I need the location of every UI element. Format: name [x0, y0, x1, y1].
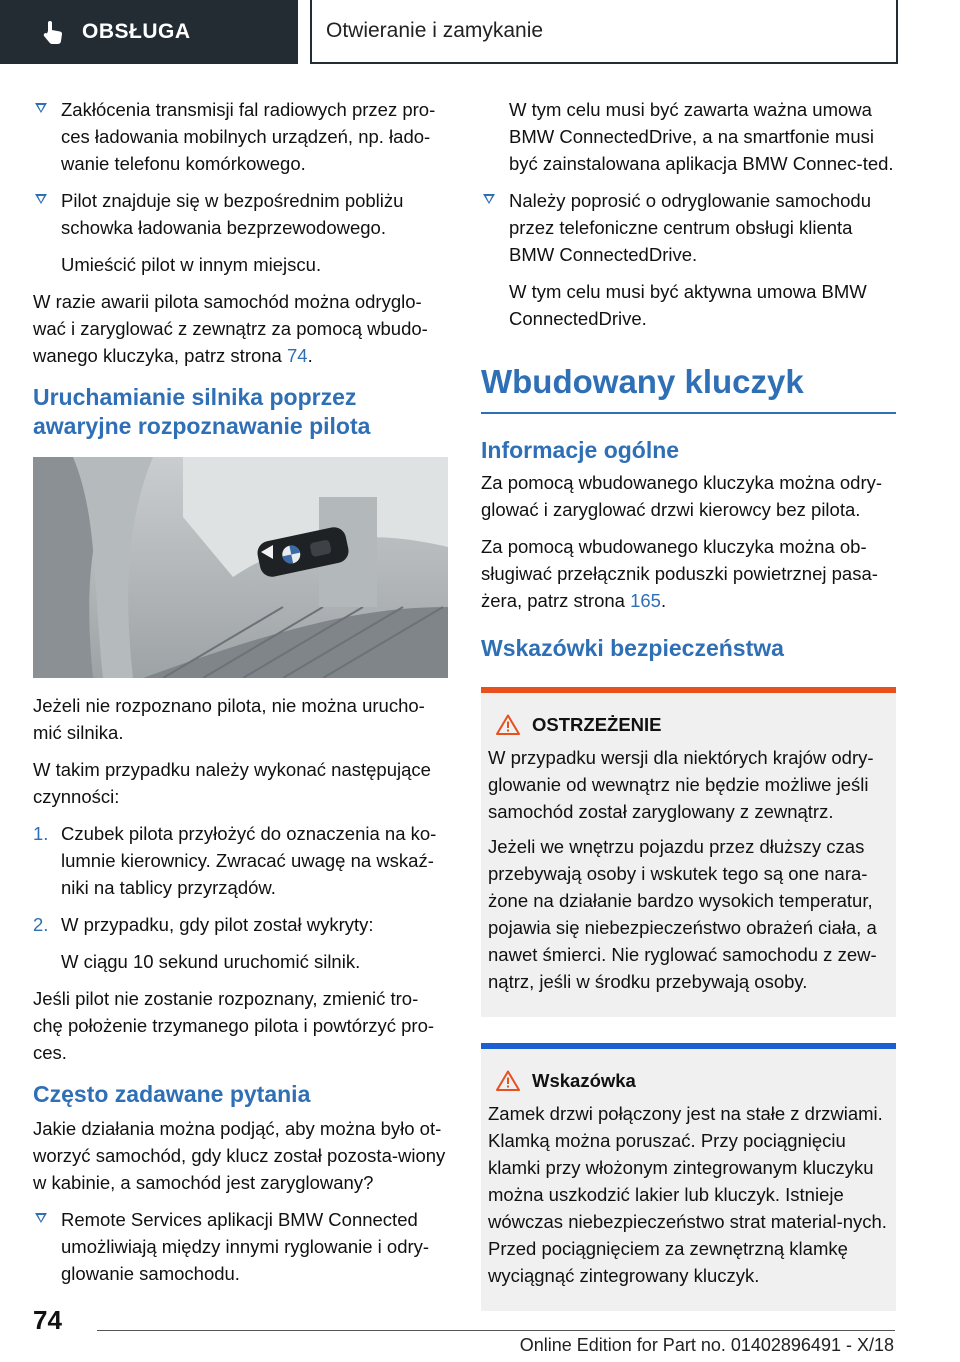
list-item: Remote Services aplikacji BMW Connected umożliwiają między innymi ryglowanie i odry-glowanie samochodu.: [33, 1206, 448, 1287]
step-number: 2.: [33, 914, 49, 935]
section-heading: Często zadawane pytania: [33, 1081, 311, 1107]
left-column: [33, 96, 448, 1297]
section-heading: Wskazówki bezpieczeństwa: [481, 635, 784, 661]
note-title: Wskazówka: [488, 1067, 889, 1094]
hand-pointer-icon: [40, 19, 66, 45]
paragraph: Jeśli pilot nie zostanie rozpoznany, zmienić tro-chę położenie trzymanego pilota i powtórzyć pro-ces.: [33, 988, 435, 1063]
triangle-bullet-icon: [35, 1213, 47, 1223]
warning-text: W przypadku wersji dla niektórych krajów odry-glowanie od wewnątrz nie będzie możliwe jeśli samochód został zaryglowany z zewnątrz.: [488, 747, 874, 822]
footer-edition: Online Edition for Part no. 01402896491 - X/18: [519, 1335, 894, 1355]
footer-divider: [97, 1330, 895, 1331]
section-heading: Informacje ogólne: [481, 437, 680, 463]
note-text: Zamek drzwi połączony jest na stałe z drzwiami. Klamką można poruszać. Przy pociągnięciu klamki przy włożonym zintegrowanym kluczyku można uszkodzić lakier lub kluczyk. Istnieje wówczas niebezpieczeństwo strat material-nych. Przed pociągnięciem za zewnętrzną klamkę wyciągnąć zintegrowany kluczyk.: [488, 1103, 887, 1286]
page-number: 74: [33, 1305, 62, 1335]
step-item: 2. W przypadku, gdy pilot został wykryty:: [33, 911, 448, 938]
paragraph: Za pomocą wbudowanego kluczyka można odry-glować i zaryglować drzwi kierowcy bez pilota.: [481, 472, 883, 520]
warning-text: Jeżeli we wnętrzu pojazdu przez dłuższy czas przebywają osoby i wskutek tego są one nara-żone na działanie bardzo wysokich temperatur, pojawia się niebezpieczeństwo obrażeń ciała, a nawet śmierci. Nie ryglować samochodu z zew-nątrz, jeśli w środku przebywają osoby.: [488, 836, 877, 992]
list-item-note: W tym celu musi być aktywna umowa BMW ConnectedDrive.: [509, 281, 867, 329]
paragraph: W takim przypadku należy wykonać następujące czynności:: [33, 759, 431, 807]
list-item-note: W tym celu musi być zawarta ważna umowa BMW ConnectedDrive, a na smartfonie musi być zainstalowana aplikacja BMW Connec-ted.: [509, 99, 894, 174]
paragraph: Za pomocą wbudowanego kluczyka można ob-sługiwać przełącznik poduszki powietrznej pasa-żera, patrz strona 165.: [481, 536, 878, 611]
triangle-bullet-icon: [35, 194, 47, 204]
chapter-title: Wbudowany kluczyk: [481, 360, 896, 414]
section-heading: Uruchamianie silnika poprzez awaryjne rozpoznawanie pilota: [33, 384, 371, 439]
section-tab: [0, 0, 298, 64]
step-item: 1. Czubek pilota przyłożyć do oznaczenia na ko-lumnie kierownicy. Zwracać uwagę na wskaź-niki na tablicy przyrządów.: [33, 820, 448, 901]
note-box: [481, 1043, 896, 1311]
warning-title: OSTRZEŻENIE: [488, 711, 889, 738]
key-fob-photo: [33, 457, 448, 678]
list-item-note: Umieścić pilot w innym miejscu.: [61, 254, 322, 275]
step-note: W ciągu 10 sekund uruchomić silnik.: [61, 951, 361, 972]
right-column: [481, 96, 896, 1321]
list-item: Zakłócenia transmisji fal radiowych przez pro-ces ładowania mobilnych urządzeń, np. łado-wanie telefonu komórkowego.: [33, 96, 448, 177]
paragraph: Jeżeli nie rozpoznano pilota, nie można urucho-mić silnika.: [33, 695, 425, 743]
paragraph: Jakie działania można podjąć, aby można było ot-worzyć samochód, gdy klucz został pozosta-wiony w kabinie, a samochód jest zaryglowany?: [33, 1118, 446, 1193]
list-item: Należy poprosić o odryglowanie samochodu przez telefoniczne centrum obsługi klienta BMW ConnectedDrive.: [481, 187, 896, 268]
list-item: Pilot znajduje się w bezpośrednim pobliżu schowka ładowania bezprzewodowego.: [33, 187, 448, 241]
warning-triangle-icon: [496, 1070, 520, 1091]
page-link[interactable]: 165: [630, 590, 661, 611]
triangle-bullet-icon: [483, 194, 495, 204]
page-link[interactable]: 74: [287, 345, 308, 366]
chapter-tab: [310, 0, 898, 64]
step-number: 1.: [33, 823, 49, 844]
warning-triangle-icon: [496, 714, 520, 735]
chapter-label: Otwieranie i zamykanie: [326, 19, 544, 42]
paragraph: W razie awarii pilota samochód można odryglo-wać i zaryglować z zewnątrz za pomocą wbudo-wanego kluczyka, patrz strona 74.: [33, 291, 428, 366]
page-header: [0, 0, 960, 66]
triangle-bullet-icon: [35, 103, 47, 113]
section-label: OBSŁUGA: [82, 20, 191, 43]
warning-box: [481, 687, 896, 1017]
